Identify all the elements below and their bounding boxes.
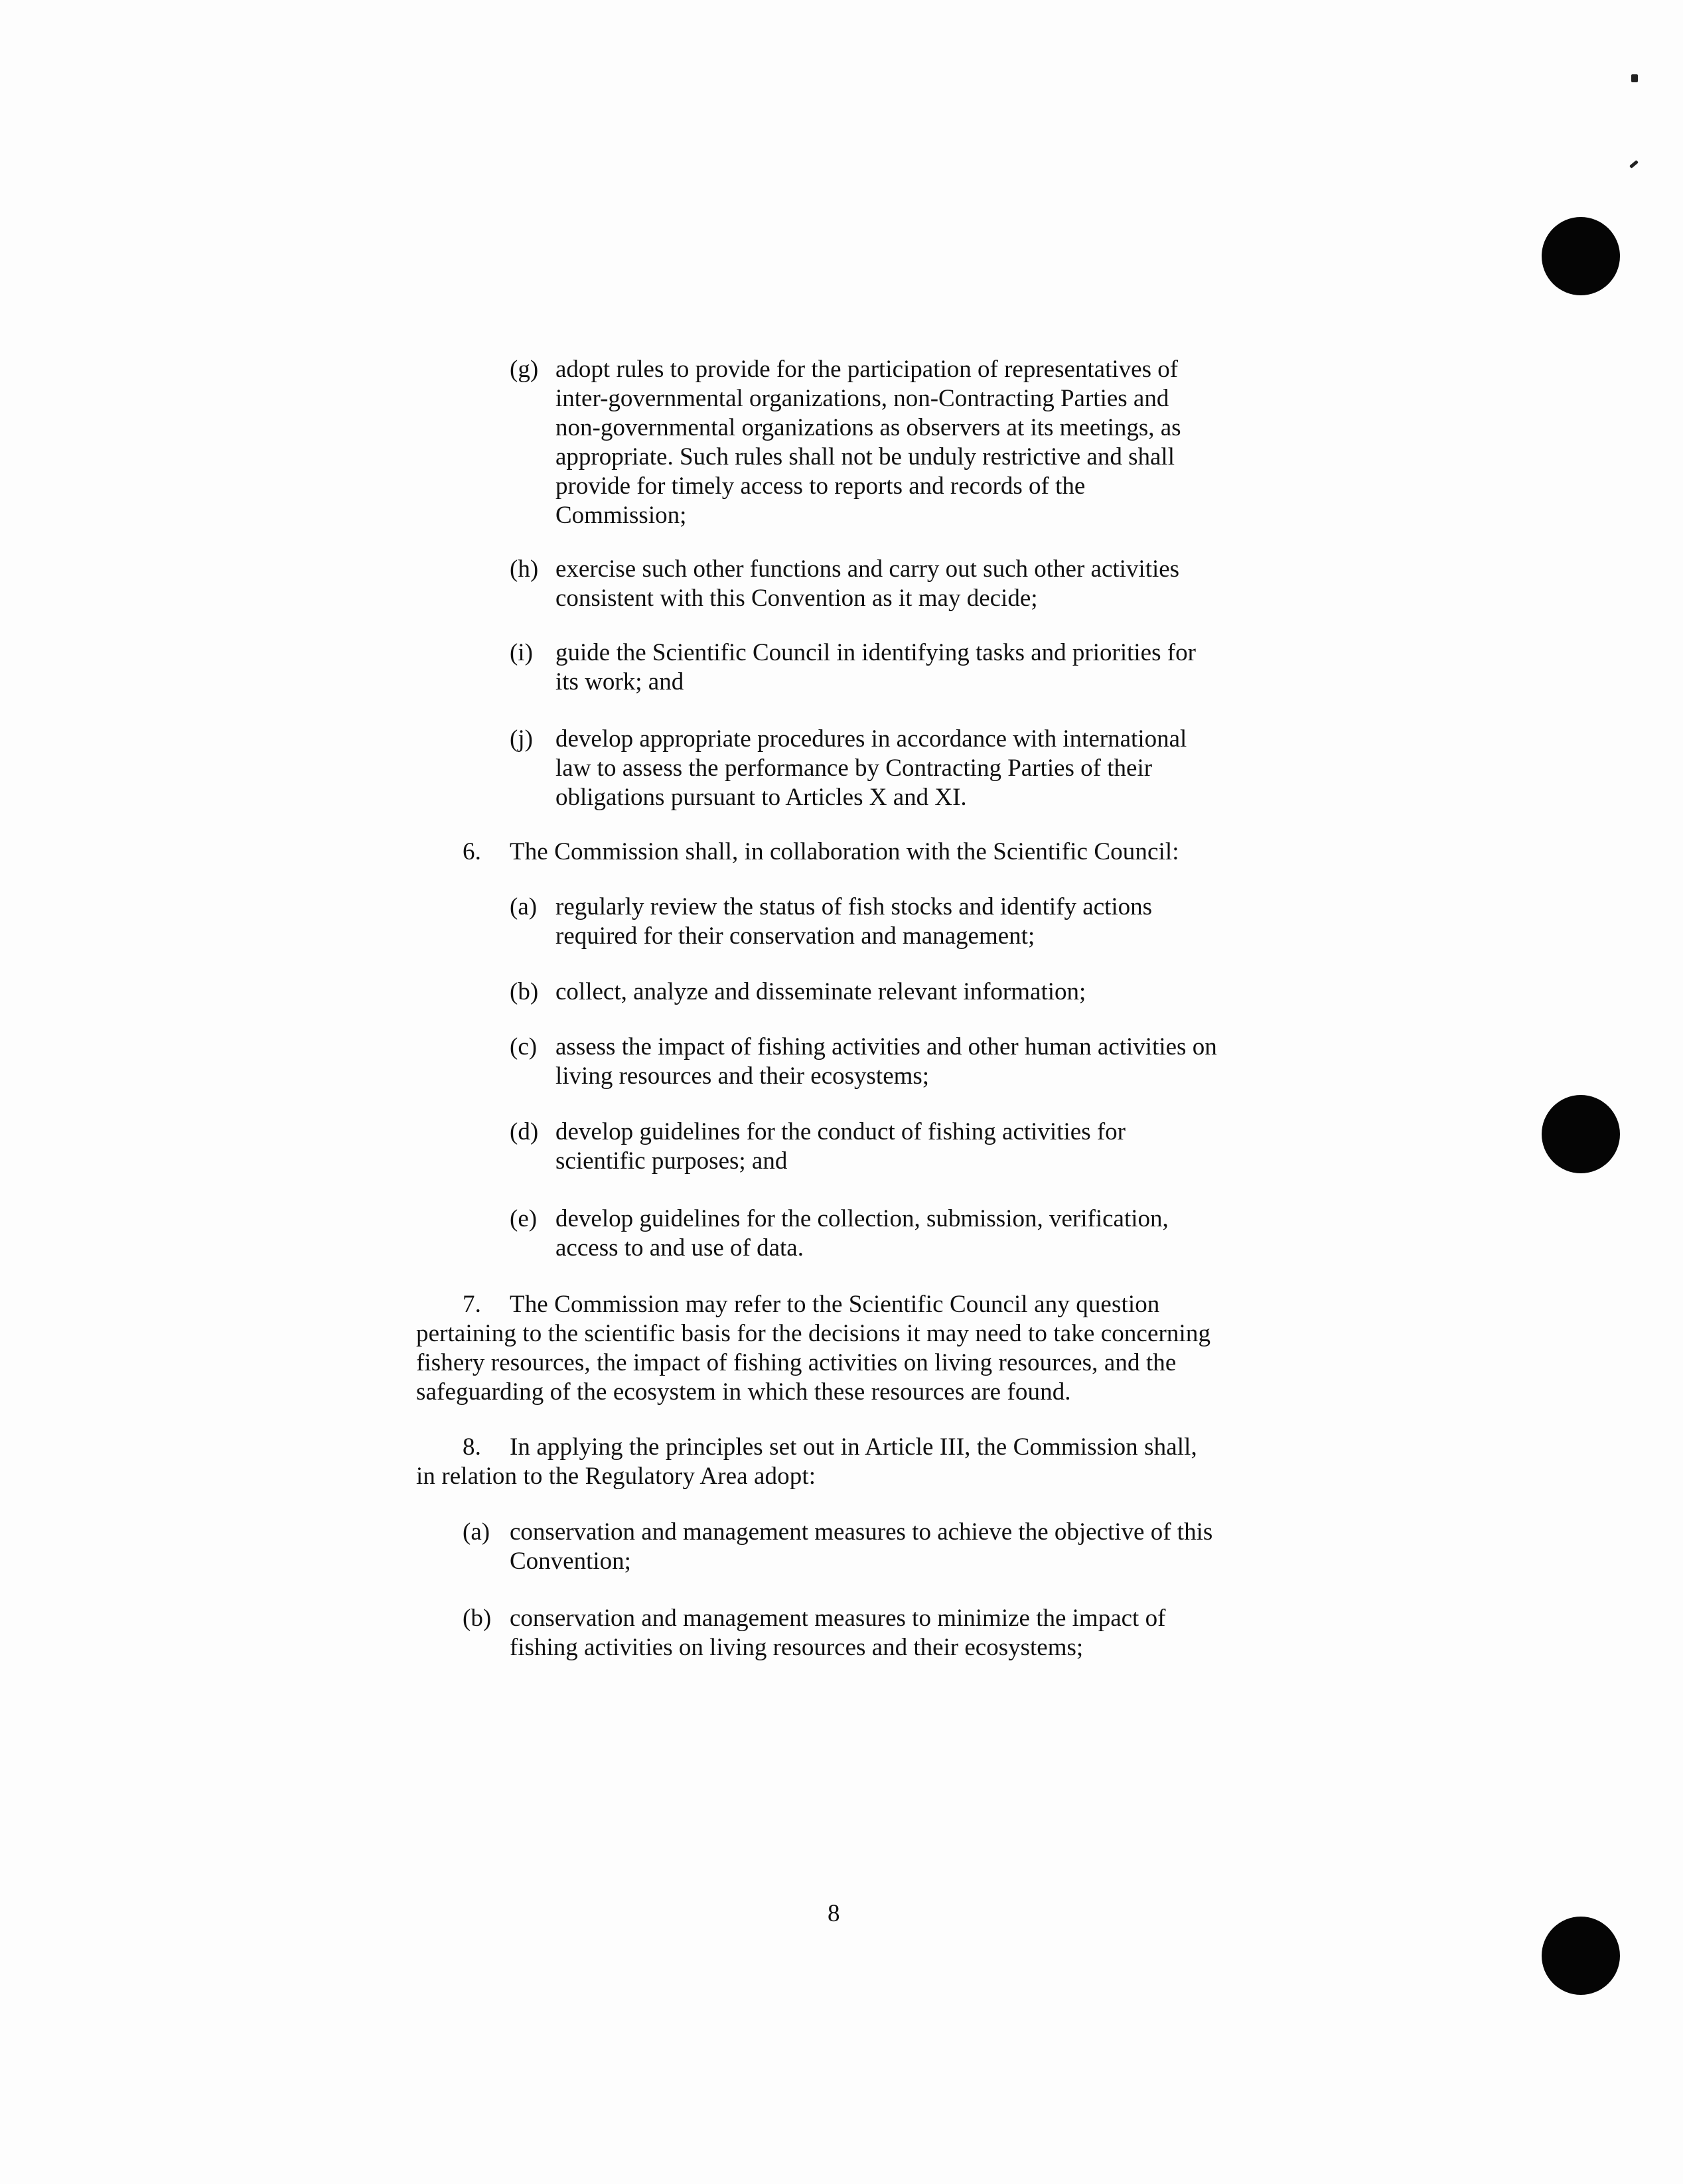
- para-6-text: The Commission shall, in collaboration with the Scientific Council:: [510, 838, 1179, 865]
- para-8-item-a-line-1: conservation and management measures to achieve the objective of this: [510, 1518, 1213, 1546]
- para-6-item-label-e: (e): [510, 1205, 538, 1232]
- para-7-line-2: pertaining to the scientific basis for the decisions it may need to take concerning: [416, 1320, 1211, 1347]
- para-8-line-2: in relation to the Regulatory Area adopt:: [416, 1463, 816, 1490]
- item-g-line-6: Commission;: [555, 502, 687, 529]
- para-6-item-a-line-2: required for their conservation and management;: [555, 922, 1035, 950]
- item-j-line-3: obligations pursuant to Articles X and XI.: [555, 784, 967, 811]
- item-label-h: (h): [510, 555, 539, 583]
- item-g-line-2: inter-governmental organizations, non-Contracting Parties and: [555, 385, 1169, 412]
- para-6-number: 6.: [463, 838, 481, 865]
- para-6-item-label-a: (a): [510, 893, 538, 920]
- para-6-item-e-line-2: access to and use of data.: [555, 1234, 804, 1262]
- para-6-item-c-line-1: assess the impact of fishing activities and other human activities on: [555, 1033, 1217, 1060]
- para-6-item-c-line-2: living resources and their ecosystems;: [555, 1062, 930, 1090]
- para-6-item-e-line-1: develop guidelines for the collection, submission, verification,: [555, 1205, 1169, 1232]
- item-h-line-1: exercise such other functions and carry out such other activities: [555, 555, 1180, 583]
- item-i-line-1: guide the Scientific Council in identifying tasks and priorities for: [555, 639, 1196, 666]
- item-label-i: (i): [510, 639, 533, 666]
- para-7-line-1: The Commission may refer to the Scientific Council any question: [510, 1291, 1160, 1318]
- para-8-item-b-line-1: conservation and management measures to minimize the impact of: [510, 1605, 1166, 1632]
- para-6-item-d-line-2: scientific purposes; and: [555, 1147, 788, 1175]
- item-label-j: (j): [510, 725, 533, 753]
- item-j-line-1: develop appropriate procedures in accordance with international: [555, 725, 1187, 753]
- item-label-g: (g): [510, 356, 539, 383]
- para-8-number: 8.: [463, 1433, 481, 1461]
- scan-speck: [1629, 160, 1639, 169]
- para-8-item-a-line-2: Convention;: [510, 1548, 631, 1575]
- para-6-item-b-line-1: collect, analyze and disseminate relevant information;: [555, 978, 1086, 1005]
- item-j-line-2: law to assess the performance by Contracting Parties of their: [555, 755, 1153, 782]
- para-8-item-b-line-2: fishing activities on living resources and their ecosystems;: [510, 1634, 1084, 1661]
- item-g-line-3: non-governmental organizations as observers at its meetings, as: [555, 414, 1181, 441]
- para-6-item-d-line-1: develop guidelines for the conduct of fishing activities for: [555, 1118, 1126, 1145]
- punch-hole-top: [1542, 217, 1620, 295]
- para-7-number: 7.: [463, 1291, 481, 1318]
- para-6-item-label-b: (b): [510, 978, 539, 1005]
- para-7-line-4: safeguarding of the ecosystem in which these resources are found.: [416, 1378, 1071, 1406]
- item-g-line-1: adopt rules to provide for the participation of representatives of: [555, 356, 1179, 383]
- item-g-line-5: provide for timely access to reports and records of the: [555, 473, 1086, 500]
- para-6-item-label-d: (d): [510, 1118, 539, 1145]
- item-g-line-4: appropriate. Such rules shall not be unduly restrictive and shall: [555, 443, 1175, 471]
- para-7-line-3: fishery resources, the impact of fishing activities on living resources, and the: [416, 1349, 1177, 1376]
- para-6-item-label-c: (c): [510, 1033, 538, 1060]
- punch-hole-bottom: [1542, 1917, 1620, 1995]
- para-8-item-label-a: (a): [463, 1518, 490, 1546]
- punch-hole-middle: [1542, 1095, 1620, 1173]
- item-i-line-2: its work; and: [555, 668, 684, 695]
- page-number: 8: [828, 1900, 840, 1927]
- item-h-line-2: consistent with this Convention as it may decide;: [555, 585, 1038, 612]
- scan-speck: [1631, 74, 1638, 82]
- para-8-item-label-b: (b): [463, 1605, 492, 1632]
- para-6-item-a-line-1: regularly review the status of fish stocks and identify actions: [555, 893, 1153, 920]
- para-8-line-1: In applying the principles set out in Article III, the Commission shall,: [510, 1433, 1197, 1461]
